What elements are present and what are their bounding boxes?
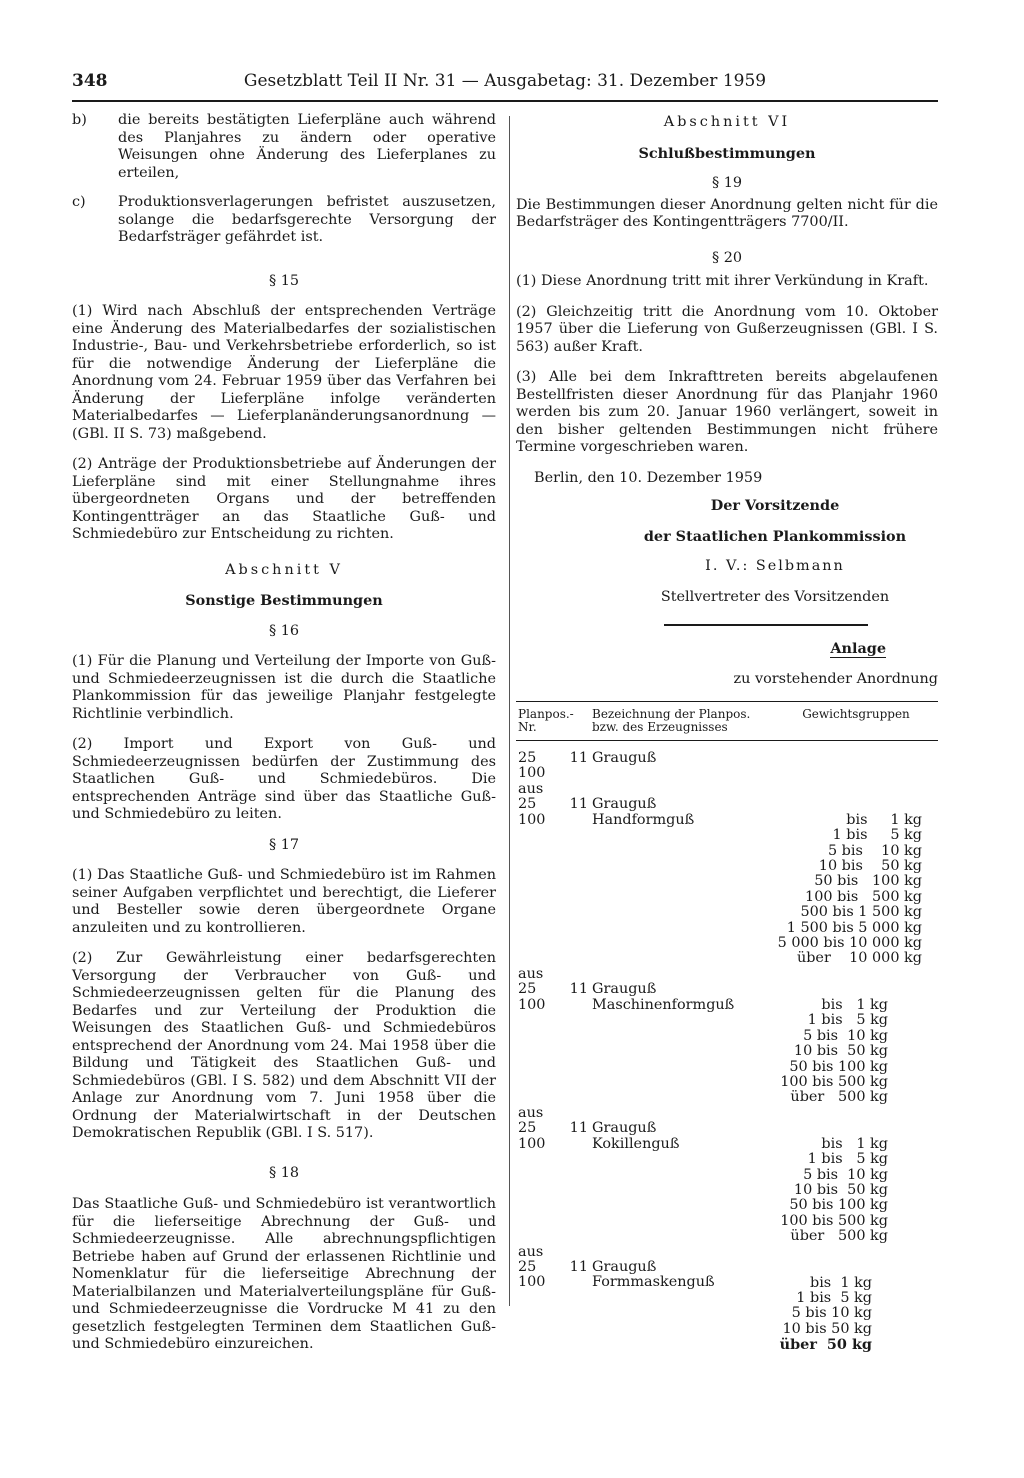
anlage-title-text: Anlage [830, 640, 886, 657]
abschnitt-5-heading: Sonstige Bestimmungen [185, 592, 383, 609]
weights: bis 1 kg 1 bis 5 kg 5 bis 10 kg 10 bis 50 kg 50 bis 100 kg 100 bis 500 kg über 500 kg [780, 1135, 888, 1245]
anlage-subtitle: zu vorstehender Anordnung [733, 670, 938, 687]
planpos-nr: aus 25 11 100 [518, 1243, 588, 1291]
section-19-title: § 19 [711, 175, 743, 191]
signature-line-1: Der Vorsitzende [710, 497, 840, 514]
section-15-para-2: (2) Anträge der Produktionsbetriebe auf Änderungen der Lieferpläne sind mit einer Stellungnahme ihres übergeordneten Organs und der betreffenden Kontingentträger an das Staatliche Guß- und Schmiedebüro zur Entscheidung zu richten. [72, 456, 496, 542]
section-18-title: § 18 [268, 1164, 300, 1181]
left-column [72, 112, 496, 1367]
list-label: c) [72, 194, 86, 210]
header-rule [72, 100, 938, 102]
section-20-title: § 20 [711, 249, 743, 266]
section-18-para-1: Das Staatliche Guß- und Schmiedebüro ist verantwortlich für die lieferseitige Abrechnung der Guß- und Schmiedeerzeugnisse. Alle abrechnungspflichtigen Betriebe haben auf Grund der erlassenen Richtlinie und Nomenklatur für die lieferseitige Abrechnung der Materialbilanzen und Materialverteilungspläne für Guß- und Schmiedeerzeugnisse die Vordrucke M 41 zu den gesetzlich festgelegten Terminen dem Staatlichen Guß- und Schmiedebüro einzureichen. [72, 1196, 496, 1352]
bezeichnung: Grauguß Formmaskenguß [592, 1258, 715, 1291]
abschnitt-6-heading: Schlußbestimmungen [638, 144, 816, 162]
signature-line-2: der Staatlichen Plankommission [643, 527, 907, 545]
bezeichnung: Grauguß [592, 750, 657, 766]
list-item-b [72, 112, 496, 182]
section-20-para-2: (2) Gleichzeitig tritt die Anordnung vom 10. Oktober 1957 über die Lieferung von Gußerzeugnissen (GBl. I S. 563) außer Kraft. [516, 303, 938, 355]
weights [774, 751, 938, 782]
column-header-bezeichnung: Bezeichnung der Planpos. bzw. des Erzeugnisses [590, 702, 774, 741]
planpos-nr: aus 25 11 100 [518, 780, 588, 828]
section-15-para-1: (1) Wird nach Abschluß der entsprechenden Verträge eine Änderung des Materialbedarfes der sozialistischen Industrie-, Bau- und Verkehrsbetriebe erforderlich, so ist für die notwendige Änderung der Lieferpläne die Anordnung vom 24. Februar 1959 über das Verfahren bei Änderung der Lieferpläne infolge veränderten Materialbedarfes — Lieferplanänderungsanordnung — (GBl. II S. 73) maßgebend. [72, 303, 496, 442]
abschnitt-6-title: Abschnitt VI [663, 114, 791, 130]
signature-line-4: Stellvertreter des Vorsitzenden [660, 588, 890, 605]
planpos-nr: 25 11 100 [518, 750, 588, 782]
weights: bis 1 kg 1 bis 5 kg 5 bis 10 kg 10 bis 50 kg 50 bis 100 kg 100 bis 500 kg 500 bis 1 500 kg 1 500 bis 5 000 kg 5 000 bis 10 000 kg über 10 000 kg [777, 811, 922, 967]
list-item-c [72, 194, 496, 247]
page-header [72, 66, 938, 96]
section-19-para-1: Die Bestimmungen dieser Anordnung gelten nicht für die Bedarfsträger des Kontingentträgers 7700/II. [516, 196, 938, 230]
table-row [516, 1245, 938, 1353]
list-text: die bereits bestätigten Lieferpläne auch während des Planjahres zu ändern oder operative Weisungen ohne Änderung des Lieferplanes zu erteilen, [118, 112, 496, 181]
anlage-table [516, 701, 938, 1353]
planpos-nr: aus 25 11 100 [518, 1104, 588, 1152]
table-row [516, 967, 938, 1106]
page-number: 348 [72, 71, 108, 91]
section-17-para-1: (1) Das Staatliche Guß- und Schmiedebüro ist im Rahmen seiner Aufgaben verpflichtet und berechtigt, die Lieferer und Besteller sowie deren übergeordnete Organe anzuleiten und zu kontrollieren. [72, 867, 496, 936]
table-row [516, 751, 938, 782]
weights: bis 1 kg 1 bis 5 kg 5 bis 10 kg 10 bis 50 kg 50 bis 100 kg 100 bis 500 kg über 500 kg [780, 996, 888, 1106]
column-divider [509, 116, 510, 1306]
anlage-title [516, 640, 938, 658]
section-20-para-3: (3) Alle bei dem Inkrafttreten bereits abgelaufenen Bestellfristen dieser Anordnung für das Planjahr 1960 werden bis zum 20. Januar 1960 verlängert, soweit in den bisher geltenden Bestimmungen nicht frühere Termine vorgeschrieben waren. [516, 369, 938, 455]
header-title: Gesetzblatt Teil II Nr. 31 — Ausgabetag: 31. Dezember 1959 [243, 71, 767, 91]
section-20-para-1: (1) Diese Anordnung tritt mit ihrer Verkündung in Kraft. [516, 273, 929, 289]
weights: bis 1 kg 1 bis 5 kg 5 bis 10 kg 10 bis 50 kg über 50 kg [779, 1274, 872, 1354]
signature-line-3: I. V.: Selbmann [705, 558, 845, 574]
place-date: Berlin, den 10. Dezember 1959 [534, 469, 763, 486]
bezeichnung: Grauguß Kokillenguß [592, 1120, 680, 1152]
column-header-gewicht: Gewichtsgruppen [774, 702, 938, 741]
list-label: b) [72, 112, 87, 128]
section-17-para-2: (2) Zur Gewährleistung einer bedarfsgerechten Versorgung der Verbraucher von Guß- und Schmiedeerzeugnissen gelten für die Planung des Bedarfes und zur Verteilung der Produktion die Weisungen des Staatlichen Guß- und Schmiedebüros entsprechend der Anordnung vom 24. Mai 1958 über die Bildung und Tätigkeit des Staatlichen Guß- und Schmiedebüros (GBl. I S. 582) und dem Abschnitt VII der Anlage zur Anordnung vom 7. Juni 1958 über die Ordnung der Materialwirtschaft in der Deutschen Demokratischen Republik (GBl. I S. 517). [72, 950, 496, 1141]
bezeichnung: Grauguß Handformguß [592, 796, 695, 828]
section-16-para-1: (1) Für die Planung und Verteilung der Importe von Guß- und Schmiedeerzeugnissen ist die durch die Staatliche Plankommission für das jeweilige Planjahr festgelegte Richtlinie verbindlich. [72, 653, 496, 722]
section-17-title: § 17 [268, 836, 300, 853]
column-header-nr: Planpos.- Nr. [516, 702, 590, 741]
right-column [516, 114, 938, 1353]
table-row [516, 782, 938, 967]
signature-rule [664, 624, 868, 626]
bezeichnung: Grauguß Maschinenformguß [592, 981, 735, 1013]
planpos-nr: aus 25 11 100 [518, 965, 588, 1013]
list-text: Produktionsverlagerungen befristet auszusetzen, solange die bedarfsgerechte Versorgung der Bedarfsträger gefährdet ist. [118, 194, 496, 245]
abschnitt-5-title: Abschnitt V [225, 561, 343, 578]
section-15-title: § 15 [268, 272, 300, 289]
section-16-para-2: (2) Import und Export von Guß- und Schmiedeerzeugnissen bedürfen der Zustimmung des Staatlichen Guß- und Schmiedebüros. Die entsprechenden Anträge sind über das Staatliche Guß- und Schmiedebüro zu leiten. [72, 736, 496, 822]
table-row [516, 1106, 938, 1245]
section-16-title: § 16 [268, 622, 300, 639]
